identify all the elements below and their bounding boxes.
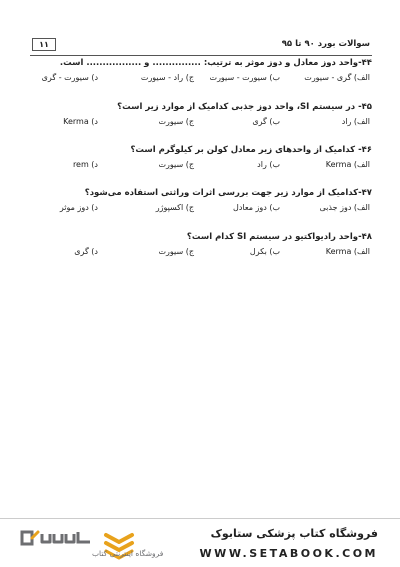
option-d: د) سیورت - گری: [41, 73, 98, 82]
question-text: ۴۵- در سیستم SI، واحد دوز جذبی کدامیک از موارد زیر است؟: [117, 102, 372, 112]
options-row: [30, 203, 372, 215]
question-text: ۴۴-واحد دوز معادل و دوز موثر به ترتیب: ............... و ................. است.: [59, 58, 372, 68]
option-d: د) Kerma: [63, 117, 98, 126]
store-url[interactable]: WWW.SETABOOK.COM: [199, 547, 378, 560]
option-c: ج) سیورت: [158, 117, 194, 126]
setabook-wordmark: [18, 528, 164, 560]
question-46: [30, 145, 372, 172]
logo-tagline: فروشگاه اینترنتی کتاب: [92, 549, 164, 558]
store-name: فروشگاه کتاب پزشکی ستابوک: [210, 527, 378, 540]
option-b: ب) راد: [257, 160, 280, 169]
option-a: الف) Kerma: [325, 160, 370, 169]
option-b: ب) گری: [252, 117, 280, 126]
option-c: ج) سیورت: [158, 160, 194, 169]
option-c: ج) اکسپوژر: [155, 203, 194, 212]
question-44: [30, 58, 372, 85]
option-c: ج) سیورت: [158, 247, 194, 256]
question-48: [30, 232, 372, 259]
header-title: سوالات بورد ۹۰ تا ۹۵: [281, 39, 370, 49]
option-b: ب) سیورت - سیورت: [209, 73, 280, 82]
option-b: ب) بکرل: [249, 247, 280, 256]
page-header: [30, 38, 372, 56]
option-a: الف) Kerma: [325, 247, 370, 256]
options-row: [30, 247, 372, 259]
option-d: د) دوز موثر: [59, 203, 98, 212]
question-text: ۴۶- کدامیک از واحدهای زیر معادل کولن بر کیلوگرم است؟: [130, 145, 372, 155]
question-text: ۴۸-واحد رادیواکتیو در سیستم SI کدام است؟: [186, 232, 372, 242]
option-b: ب) دوز معادل: [233, 203, 280, 212]
question-47: [30, 188, 372, 215]
question-45: [30, 102, 372, 129]
option-a: الف) گری - سیورت: [304, 73, 370, 82]
option-d: د) گری: [74, 247, 98, 256]
option-a: الف) دوز جذبی: [319, 203, 370, 212]
options-row: [30, 117, 372, 129]
option-c: ج) راد - سیورت: [140, 73, 194, 82]
option-d: د) rem: [72, 160, 98, 169]
question-text: ۴۷-کدامیک از موارد زیر جهت بررسی اثرات وراثتی استفاده می‌شود؟: [84, 188, 372, 198]
options-row: [30, 73, 372, 85]
option-a: الف) راد: [341, 117, 370, 126]
page-number: ۱۱: [32, 38, 56, 51]
options-row: [30, 160, 372, 172]
footer-banner: [0, 518, 400, 567]
